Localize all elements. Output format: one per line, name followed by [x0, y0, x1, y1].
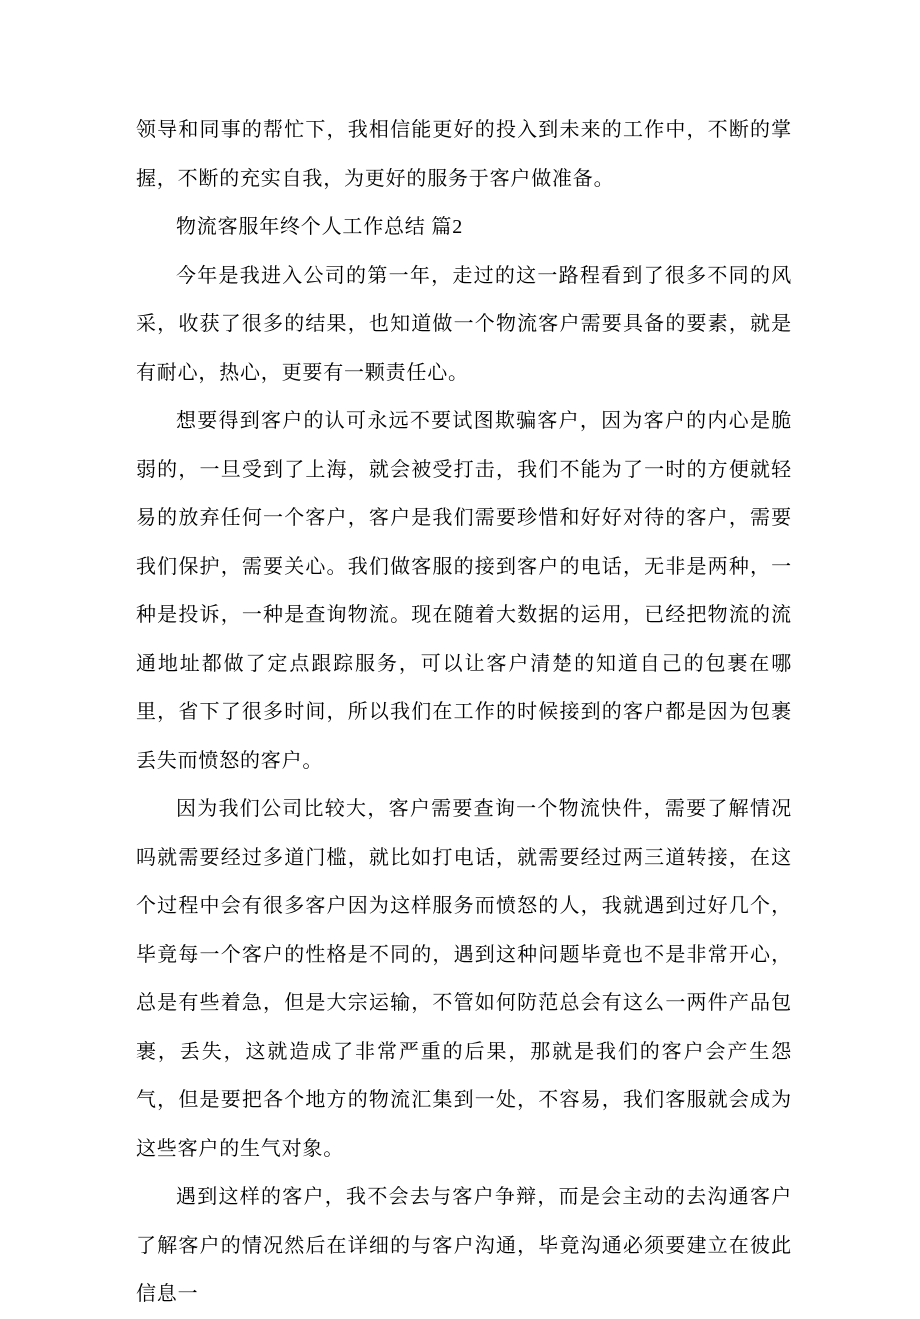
paragraph: 今年是我进入公司的第一年，走过的这一路程看到了很多不同的风采，收获了很多的结果，也知道做一个物流客户需要具备的要素，就是有耐心，热心，更要有一颗责任心。 — [136, 264, 792, 384]
paragraph-cutoff: 遇到这样的客户，我不会去与客户争辩，而是会主动的去沟通客户了解客户的情况然后在详细的与客户沟通，毕竟沟通必须要建立在彼此信息一 — [136, 1186, 792, 1305]
paragraph: 因为我们公司比较大，客户需要查询一个物流快件，需要了解情况吗就需要经过多道门槛，就比如打电话，就需要经过两三道转接，在这个过程中会有很多客户因为这样服务而愤怒的人，我就遇到过好几个，毕竟每一个客户的性格是不同的，遇到这种问题毕竟也不是非常开心，总是有些着急，但是大宗运输，不管如何防范总会有这么一两件产品包裹，丢失，这就造成了非常严重的后果，那就是我们的客户会产生怨气，但是要把各个地方的物流汇集到一处，不容易，我们客服就会成为这些客户的生气对象。 — [136, 798, 792, 1160]
section-heading: 物流客服年终个人工作总结 篇2 — [176, 216, 463, 238]
paragraph: 想要得到客户的认可永远不要试图欺骗客户，因为客户的内心是脆弱的，一旦受到了上海，就会被受打击，我们不能为了一时的方便就轻易的放弃任何一个客户，客户是我们需要珍惜和好好对待的客户，需要我们保护，需要关心。我们做客服的接到客户的电话，无非是两种，一种是投诉，一种是查询物流。现在随着大数据的运用，已经把物流的流通地址都做了定点跟踪服务，可以让客户清楚的知道自己的包裹在哪里，省下了很多时间，所以我们在工作的时候接到的客户都是因为包裹丢失而愤怒的客户。 — [136, 410, 792, 772]
document-body — [136, 106, 792, 1319]
paragraph-continuation: 领导和同事的帮忙下，我相信能更好的投入到未来的工作中，不断的掌握，不断的充实自我，为更好的服务于客户做准备。 — [136, 119, 792, 190]
